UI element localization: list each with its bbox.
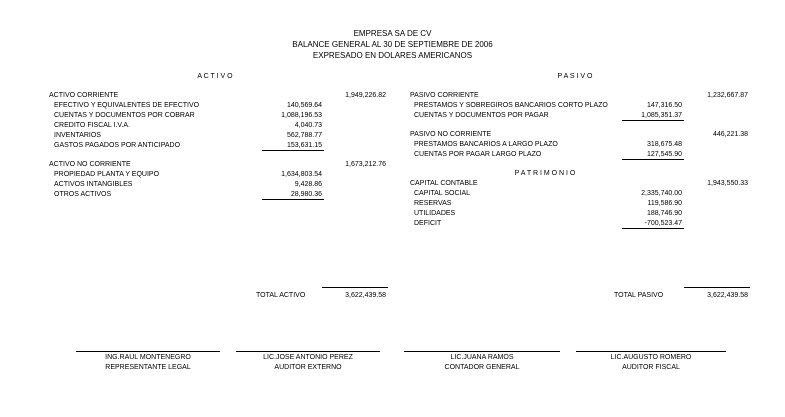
pasivo-item-label: PRESTAMOS Y SOBREGIROS BANCARIOS CORTO PLAZO bbox=[414, 102, 608, 109]
patrimonio-item-label: RESERVAS bbox=[414, 200, 452, 207]
activo-item-amount: 140,569.64 bbox=[286, 102, 322, 109]
activo-corriente-total: 1,949,226.82 bbox=[345, 92, 386, 99]
activo-heading: A C T I V O bbox=[197, 73, 233, 80]
activo-item-amount: 562,788.77 bbox=[286, 132, 322, 139]
activo-item-amount: 9,428.86 bbox=[294, 181, 322, 188]
activo-item-amount: 1,634,803.54 bbox=[281, 171, 322, 178]
activo-item-amount: 153,631.15 bbox=[286, 142, 322, 149]
total-pasivo-amount: 3,622,439.58 bbox=[707, 292, 748, 299]
patrimonio-heading: P A T R I M O N I O bbox=[514, 170, 576, 177]
activo-item-label: GASTOS PAGADOS POR ANTICIPADO bbox=[54, 142, 181, 149]
pasivo-heading: P A S I V O bbox=[557, 73, 593, 80]
total-activo-label: TOTAL ACTIVO bbox=[256, 292, 306, 299]
pasivo-item-label: CUENTAS POR PAGAR LARGO PLAZO bbox=[414, 151, 542, 158]
activo-item-label: CREDITO FISCAL I.V.A. bbox=[54, 122, 130, 129]
signature-line bbox=[576, 351, 726, 352]
activo-item-label: PROPIEDAD PLANTA Y EQUIPO bbox=[54, 171, 160, 178]
total-activo-line bbox=[322, 287, 388, 288]
pasivo-corriente-total: 1,232,667.87 bbox=[707, 92, 748, 99]
capital-contable-total: 1,943,550.33 bbox=[707, 180, 748, 187]
company-name: EMPRESA SA DE CV bbox=[353, 29, 432, 38]
activo-no-corriente-total: 1,673,212.76 bbox=[345, 161, 386, 168]
subtotal-line bbox=[622, 120, 684, 121]
activo-item-label: OTROS ACTIVOS bbox=[54, 191, 112, 198]
pasivo-item-amount: 147,316.50 bbox=[646, 102, 682, 109]
patrimonio-item-amount: 2,335,740.00 bbox=[641, 190, 682, 197]
signature-line bbox=[236, 351, 380, 352]
pasivo-item-amount: 127,545.90 bbox=[646, 151, 682, 158]
subtotal-line bbox=[622, 228, 684, 229]
activo-item-label: EFECTIVO Y EQUIVALENTES DE EFECTIVO bbox=[54, 102, 200, 109]
subtotal-line bbox=[262, 150, 324, 151]
pasivo-no-corriente-label: PASIVO NO CORRIENTE bbox=[410, 131, 492, 138]
patrimonio-item-label: CAPITAL SOCIAL bbox=[414, 190, 471, 197]
capital-contable-label: CAPITAL CONTABLE bbox=[410, 180, 478, 187]
pasivo-item-label: CUENTAS Y DOCUMENTOS POR PAGAR bbox=[414, 112, 549, 119]
signature-line bbox=[76, 351, 220, 352]
subtotal-line bbox=[622, 159, 684, 160]
subtotal-line bbox=[262, 199, 324, 200]
patrimonio-item-amount: 188,746.90 bbox=[646, 210, 682, 217]
signature-name: LIC.JUANA RAMOS bbox=[450, 354, 514, 361]
signature-role: AUDITOR FISCAL bbox=[622, 364, 680, 371]
report-subtitle: EXPRESADO EN DOLARES AMERICANOS bbox=[312, 51, 473, 60]
signature-role: CONTADOR GENERAL bbox=[444, 364, 520, 371]
signature-role: REPRESENTANTE LEGAL bbox=[105, 364, 191, 371]
patrimonio-item-amount: 119,586.90 bbox=[647, 200, 682, 207]
patrimonio-item-amount: -700,523.47 bbox=[644, 220, 682, 227]
activo-no-corriente-label: ACTIVO NO CORRIENTE bbox=[49, 161, 131, 168]
activo-item-amount: 1,088,196.53 bbox=[281, 112, 322, 119]
pasivo-corriente-label: PASIVO CORRIENTE bbox=[410, 92, 479, 99]
signature-name: LIC.AUGUSTO ROMERO bbox=[610, 354, 692, 361]
activo-corriente-label: ACTIVO CORRIENTE bbox=[49, 92, 119, 99]
signature-line bbox=[404, 351, 560, 352]
total-activo-amount: 3,622,439.58 bbox=[345, 292, 386, 299]
pasivo-item-label: PRESTAMOS BANCARIOS A LARGO PLAZO bbox=[414, 141, 558, 148]
activo-item-label: ACTIVOS INTANGIBLES bbox=[54, 181, 133, 188]
pasivo-no-corriente-total: 446,221.38 bbox=[712, 131, 748, 138]
patrimonio-item-label: UTILIDADES bbox=[414, 210, 456, 217]
total-pasivo-line bbox=[684, 287, 750, 288]
activo-item-label: INVENTARIOS bbox=[54, 132, 101, 139]
total-pasivo-label: TOTAL PASIVO bbox=[614, 292, 664, 299]
activo-item-amount: 4,040.73 bbox=[294, 122, 322, 129]
patrimonio-item-label: DEFICIT bbox=[414, 220, 442, 227]
pasivo-item-amount: 1,085,351.37 bbox=[641, 112, 682, 119]
pasivo-item-amount: 318,675.48 bbox=[646, 141, 682, 148]
activo-item-amount: 28,980.36 bbox=[290, 191, 322, 198]
signature-name: LIC.JOSE ANTONIO PEREZ bbox=[263, 354, 353, 361]
signature-role: AUDITOR EXTERNO bbox=[274, 364, 342, 371]
signature-name: ING.RAUL MONTENEGRO bbox=[105, 354, 191, 361]
activo-item-label: CUENTAS Y DOCUMENTOS POR COBRAR bbox=[54, 112, 195, 119]
report-title: BALANCE GENERAL AL 30 DE SEPTIEMBRE DE 2006 bbox=[292, 40, 493, 49]
